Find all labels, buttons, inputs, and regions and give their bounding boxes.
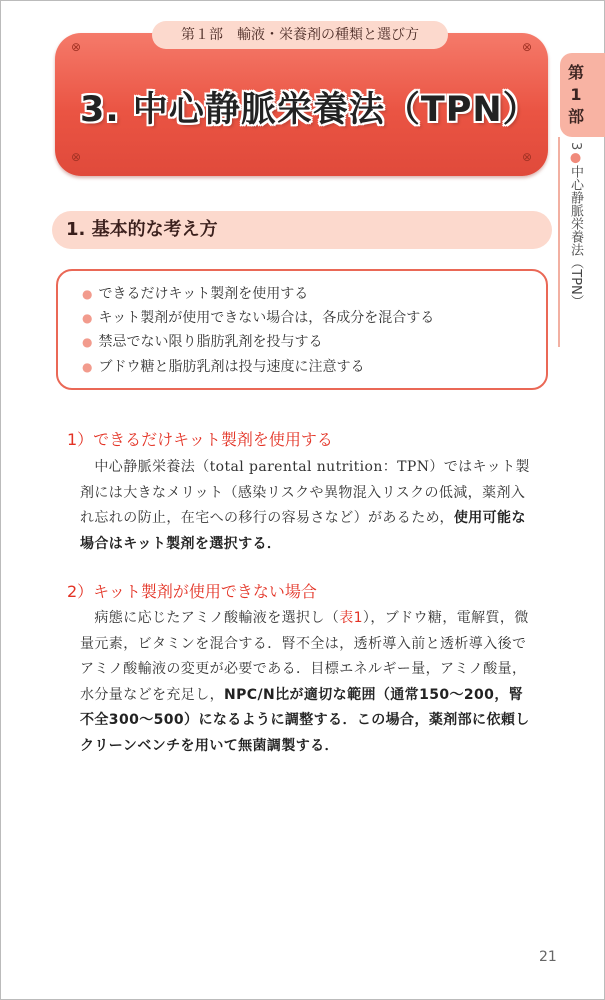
table-reference-link[interactable]: 表1: [339, 610, 363, 626]
side-divider: [558, 137, 560, 347]
screw-icon: ⊗: [70, 40, 82, 54]
section-heading: 1. 基本的な考え方: [52, 211, 552, 249]
running-head-number: 3: [568, 142, 583, 151]
screw-icon: ⊗: [521, 40, 533, 54]
subsection-paragraph: 病態に応じたアミノ酸輸液を選択し（表1），ブドウ糖，電解質，微量元素，ビタミンを混合する．腎不全は，透析導入前と透析導入後でアミノ酸輸液の変更が必要である．目標エネルギー量，アミノ酸量，水分量などを充足し，NPC/N比が適切な範囲（通常150〜200，腎不全300〜500）になるように調整する．この場合，薬剤部に依頼しクリーンベンチを用いて無菌調製する．: [80, 610, 530, 754]
summary-item: ● キット製剤が使用できない場合は，各成分を混合する: [82, 310, 435, 326]
running-head: [567, 142, 583, 308]
page-number: 21: [539, 949, 557, 965]
running-head-text: 中心静脈栄養法（TPN）: [568, 165, 583, 308]
summary-item: ● 禁忌でない限り脂肪乳剤を投与する: [82, 334, 323, 350]
part-label-tab: 第１部 輸液・栄養剤の種類と選び方: [152, 21, 448, 49]
bullet-icon: ●: [82, 360, 93, 374]
bullet-icon: ●: [82, 287, 93, 301]
screw-icon: ⊗: [521, 150, 533, 164]
subsection-paragraph: 中心静脈栄養法（total parental nutrition：TPN）ではキット製剤には大きなメリット（感染リスクや異物混入リスクの低減，薬剤入れ忘れの防止，在宅への移行の容易さなど）があるため，使用可能な場合はキット製剤を選択する．: [80, 459, 530, 552]
summary-item: ● ブドウ糖と脂肪乳剤は投与速度に注意する: [82, 359, 365, 375]
side-part-label: 第1部: [567, 63, 584, 126]
bullet-icon: ●: [568, 150, 583, 166]
screw-icon: ⊗: [70, 150, 82, 164]
summary-item: ● できるだけキット製剤を使用する: [82, 286, 309, 302]
subsection-heading: 1）できるだけキット製剤を使用する: [67, 430, 333, 449]
chapter-title: 3. 中心静脈栄養法（TPN）: [80, 90, 539, 130]
bullet-icon: ●: [82, 335, 93, 349]
bullet-icon: ●: [82, 311, 93, 325]
subsection-heading: 2）キット製剤が使用できない場合: [67, 582, 317, 601]
